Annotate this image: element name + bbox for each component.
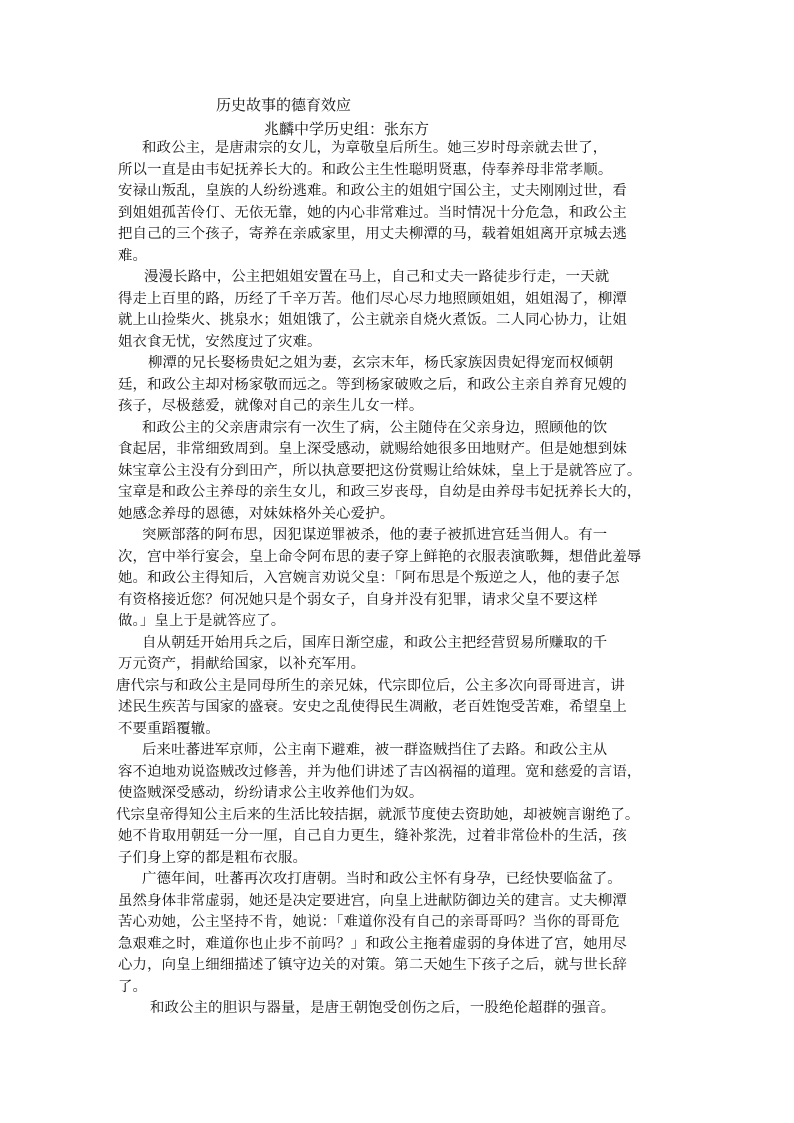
text-line: 有资格接近您？何况她只是个弱女子，自身并没有犯罪，请求父皇不要这样: [118, 591, 598, 608]
text-line: 得走上百里的路，历经了千辛万苦。他们尽心尽力地照顾姐姐，姐姐渴了，柳潭: [118, 290, 627, 307]
text-line: 食起居，非常细致周到。皇上深受感动，就赐给她很多田地财产。但是她想到妹: [118, 441, 627, 457]
text-line: 万元资产，捐献给国家，以补充军用。: [118, 656, 366, 672]
text-line: 急艰难之时，难道你也止步不前吗？」和政公主拖着虚弱的身体进了宫，她用尽: [118, 935, 627, 952]
text-line: 使盗贼深受感动，纷纷请求公主收养他们为奴。: [118, 785, 424, 801]
text-line: 安禄山叛乱，皇族的人纷纷逃难。和政公主的姐姐宁国公主，丈夫刚刚过世，看: [118, 183, 627, 199]
text-line: 广德年间，吐蕃再次攻打唐朝。当时和政公主怀有身孕，已经快要临盆了。: [142, 871, 622, 887]
text-line: 和政公主，是唐肃宗的女儿，为章敬皇后所生。她三岁时母亲就去世了，: [142, 140, 608, 156]
text-line: 述民生疾苦与国家的盛衰。安史之乱使得民生凋敝，老百姓饱受苦难，希望皇上: [118, 699, 627, 715]
text-line: 心力，向皇上细细描述了镇守边关的对策。第二天她生下孩子之后，就与世长辞: [118, 957, 627, 973]
text-line: 子们身上穿的都是粗布衣服。: [118, 849, 308, 866]
text-line: 了。: [118, 978, 148, 995]
text-line: 不要重蹈覆辙。: [118, 720, 220, 737]
text-line: 唐代宗与和政公主是同母所生的亲兄妹，代宗即位后，公主多次向哥哥进言，讲: [116, 677, 625, 694]
text-line: 到姐姐孤苦伶仃、无依无靠，她的内心非常难过。当时情况十分危急，和政公主: [118, 204, 627, 221]
text-line: 妹宝章公主没有分到田产，所以执意要把这份赏赐让给妹妹，皇上于是就答应了。: [118, 462, 642, 479]
text-line: 所以一直是由韦妃抚养长大的。和政公主生性聪明贤惠，侍奉养母非常孝顺。: [118, 161, 613, 178]
text-line: 做。」皇上于是就答应了。: [118, 613, 286, 629]
text-line: 代宗皇帝得知公主后来的生活比较拮据，就派节度使去资助她，却被婉言谢绝了。: [116, 806, 640, 823]
text-line: 自从朝廷开始用兵之后，国库日渐空虚，和政公主把经营贸易所赚取的千: [142, 634, 608, 651]
text-line: 容不迫地劝说盗贼改过修善，并为他们讲述了吉凶祸福的道理。宽和慈爱的言语，: [118, 763, 642, 780]
text-line: 难。: [118, 247, 148, 264]
document-title: 历史故事的德育效应: [216, 96, 352, 114]
text-line: 次，宫中举行宴会，皇上命令阿布思的妻子穿上鲜艳的衣服表演歌舞，想借此羞辱: [118, 548, 642, 565]
text-line: 后来吐蕃进军京师，公主南下避难，被一群盗贼挡住了去路。和政公主从: [142, 742, 608, 758]
text-line: 柳潭的兄长娶杨贵妃之姐为妻，玄宗末年，杨氏家族因贵妃得宠而权倾朝: [148, 355, 614, 371]
text-line: 孩子，尽极慈爱，就像对自己的亲生儿女一样。: [118, 398, 424, 414]
text-line: 她不肯取用朝廷一分一厘，自己自力更生，缝补浆洗，过着非常俭朴的生活，孩: [118, 828, 627, 844]
text-line: 她。和政公主得知后，入宫婉言劝说父皇：「阿布思是个叛逆之人，他的妻子怎: [118, 570, 620, 586]
text-line: 她感念养母的恩德，对妹妹格外关心爱护。: [118, 505, 395, 522]
document-subtitle: 兆麟中学历史组：张东方: [264, 120, 430, 138]
text-line: 和政公主的胆识与器量，是唐王朝饱受创伤之后，一股绝伦超群的强音。: [150, 1000, 616, 1016]
text-line: 虽然身体非常虚弱，她还是决定要进宫，向皇上进献防御边关的建言。丈夫柳潭: [118, 892, 627, 909]
text-line: 宝章是和政公主养母的亲生女儿，和政三岁丧母，自幼是由养母韦妃抚养长大的，: [118, 484, 642, 500]
text-line: 就上山捡柴火、挑泉水；姐姐饿了，公主就亲自烧火煮饭。二人同心协力，让姐: [118, 312, 627, 328]
text-line: 漫漫长路中，公主把姐姐安置在马上，自己和丈夫一路徒步行走，一天就: [144, 269, 610, 285]
text-line: 姐衣食无忧，安然度过了灾难。: [118, 333, 322, 350]
text-line: 廷，和政公主却对杨家敬而远之。等到杨家破败之后，和政公主亲自养育兄嫂的: [118, 376, 627, 393]
text-line: 苦心劝她，公主坚持不肯，她说：「难道你没有自己的亲哥哥吗？当你的哥哥危: [118, 914, 620, 930]
text-line: 和政公主的父亲唐肃宗有一次生了病，公主随侍在父亲身边，照顾他的饮: [142, 419, 608, 436]
text-line: 把自己的三个孩子，寄养在亲戚家里，用丈夫柳潭的马，载着姐姐离开京城去逃: [118, 226, 627, 242]
document-body: [118, 138, 688, 1020]
text-line: 突厥部落的阿布思，因犯谋逆罪被杀，他的妻子被抓进宫廷当佣人。有一: [142, 527, 608, 543]
